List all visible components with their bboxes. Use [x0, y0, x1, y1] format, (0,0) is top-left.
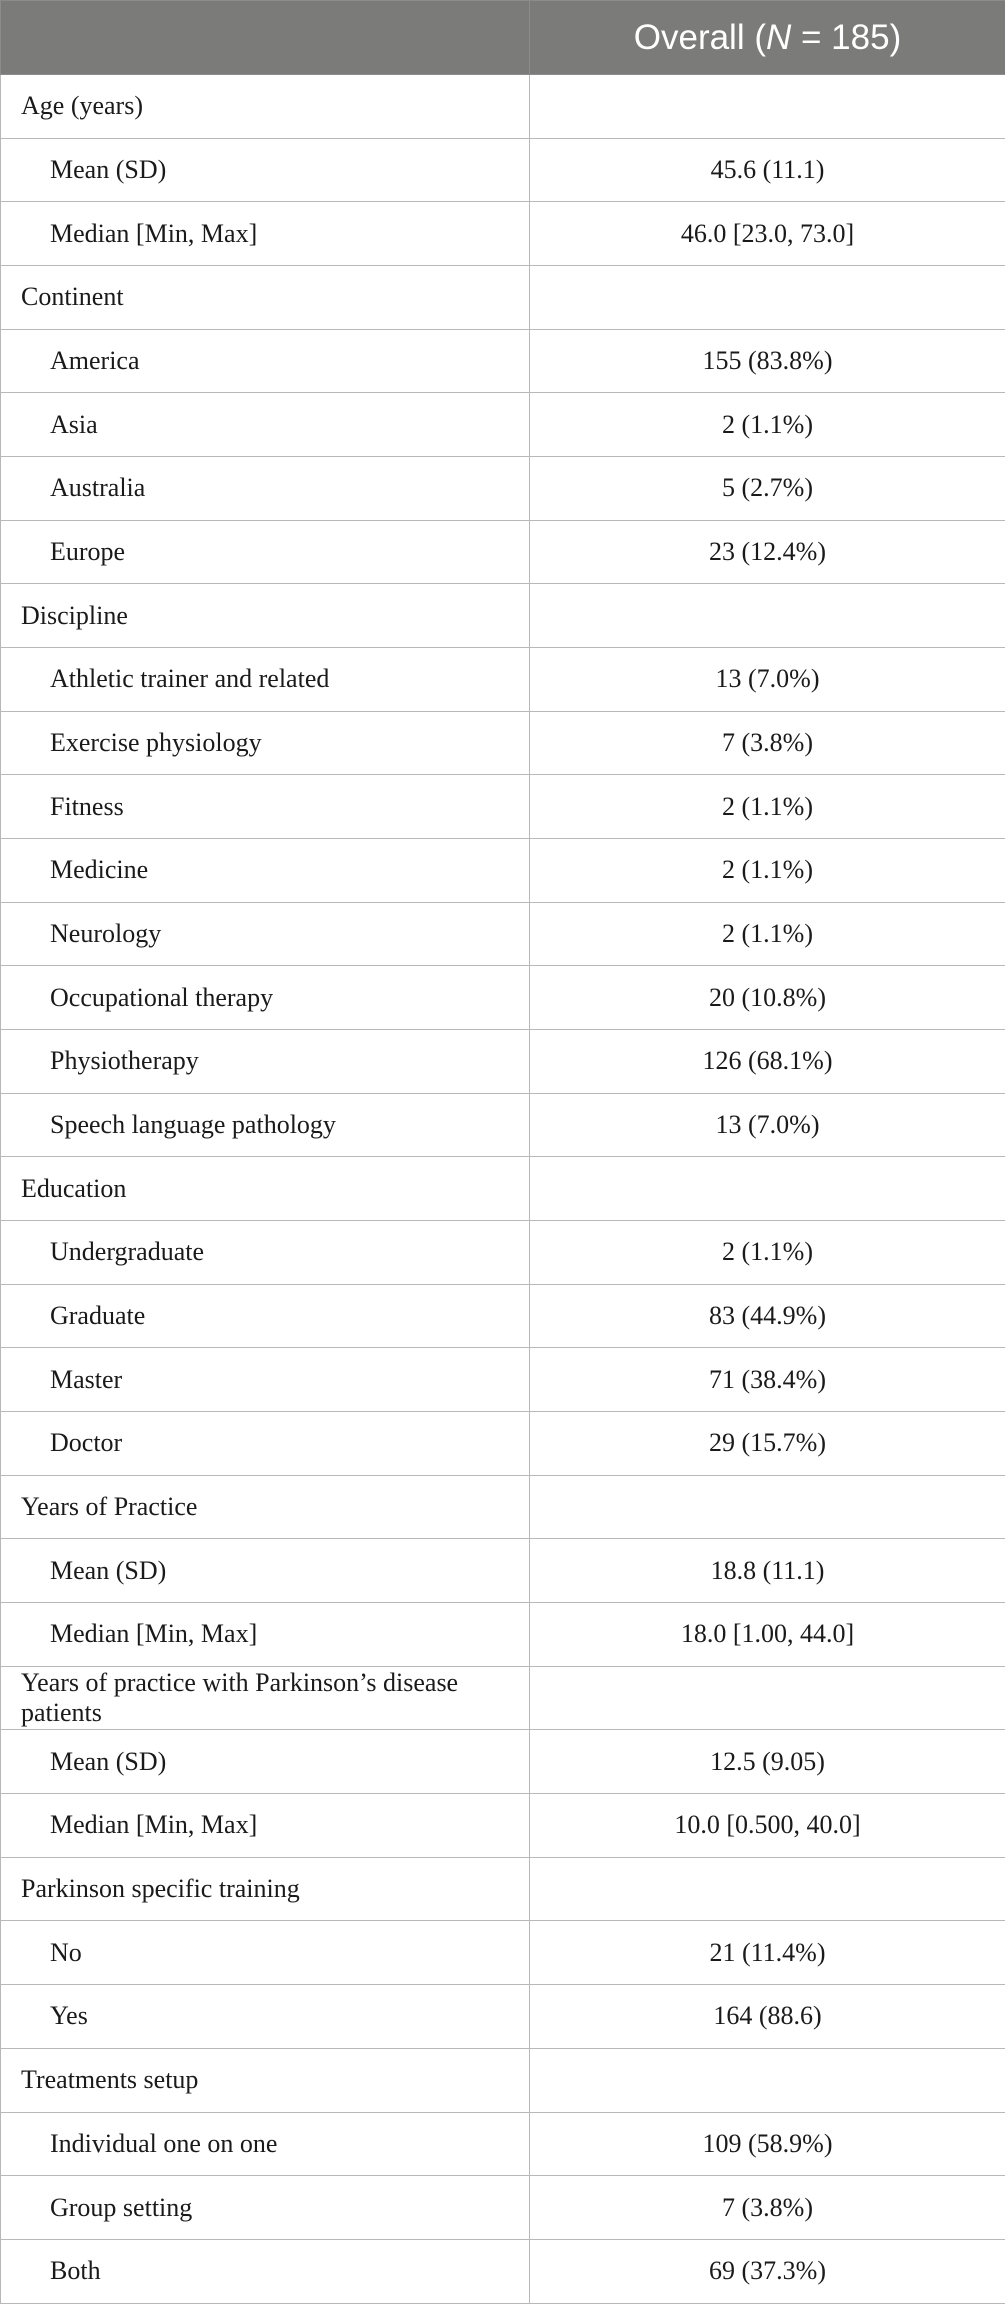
section-label: Age (years) — [1, 75, 530, 139]
table-row — [1, 2239, 1005, 2303]
table-row — [1, 1730, 1005, 1794]
row-label: Median [Min, Max] — [1, 1603, 530, 1667]
section-label: Years of practice with Parkinson’s disease patients — [1, 1666, 530, 1730]
table-row — [1, 1539, 1005, 1603]
overall-suffix: = 185) — [791, 17, 902, 57]
row-value: 155 (83.8%) — [530, 329, 1005, 393]
row-label: Fitness — [1, 775, 530, 839]
table-row — [1, 1221, 1005, 1285]
section-row — [1, 1157, 1005, 1221]
section-label: Parkinson specific training — [1, 1857, 530, 1921]
row-value: 2 (1.1%) — [530, 902, 1005, 966]
section-label: Treatments setup — [1, 2048, 530, 2112]
row-label: Neurology — [1, 902, 530, 966]
row-label: Mean (SD) — [1, 138, 530, 202]
row-value: 164 (88.6) — [530, 1985, 1005, 2049]
row-value: 2 (1.1%) — [530, 839, 1005, 903]
table-header-row — [1, 1, 1005, 75]
section-value-cell — [530, 1475, 1005, 1539]
section-label: Discipline — [1, 584, 530, 648]
table-row — [1, 457, 1005, 521]
row-label: Yes — [1, 1985, 530, 2049]
row-label: Doctor — [1, 1412, 530, 1476]
table-row — [1, 966, 1005, 1030]
row-label: Asia — [1, 393, 530, 457]
table-row — [1, 138, 1005, 202]
section-row — [1, 266, 1005, 330]
header-label-cell — [1, 1, 530, 75]
section-value-cell — [530, 1857, 1005, 1921]
row-value: 13 (7.0%) — [530, 1093, 1005, 1157]
row-value: 5 (2.7%) — [530, 457, 1005, 521]
overall-prefix: Overall ( — [633, 17, 766, 57]
section-row — [1, 584, 1005, 648]
table-row — [1, 1093, 1005, 1157]
row-value: 46.0 [23.0, 73.0] — [530, 202, 1005, 266]
table-row — [1, 1985, 1005, 2049]
row-label: Physiotherapy — [1, 1030, 530, 1094]
table-row — [1, 1603, 1005, 1667]
row-value: 23 (12.4%) — [530, 520, 1005, 584]
table-row — [1, 1921, 1005, 1985]
section-value-cell — [530, 1666, 1005, 1730]
row-value: 109 (58.9%) — [530, 2112, 1005, 2176]
row-label: Undergraduate — [1, 1221, 530, 1285]
row-value: 29 (15.7%) — [530, 1412, 1005, 1476]
row-value: 20 (10.8%) — [530, 966, 1005, 1030]
row-value: 21 (11.4%) — [530, 1921, 1005, 1985]
table-row — [1, 1284, 1005, 1348]
row-value: 7 (3.8%) — [530, 711, 1005, 775]
row-value: 83 (44.9%) — [530, 1284, 1005, 1348]
row-label: Graduate — [1, 1284, 530, 1348]
row-value: 45.6 (11.1) — [530, 138, 1005, 202]
section-value-cell — [530, 266, 1005, 330]
table-row — [1, 839, 1005, 903]
table-body — [1, 75, 1005, 2304]
table-row — [1, 648, 1005, 712]
table-row — [1, 329, 1005, 393]
n-symbol: N — [766, 17, 792, 57]
row-label: Europe — [1, 520, 530, 584]
table-row — [1, 902, 1005, 966]
row-value: 2 (1.1%) — [530, 393, 1005, 457]
row-label: Medicine — [1, 839, 530, 903]
section-value-cell — [530, 2048, 1005, 2112]
table-row — [1, 202, 1005, 266]
row-label: Both — [1, 2239, 530, 2303]
section-value-cell — [530, 1157, 1005, 1221]
section-row — [1, 1666, 1005, 1730]
row-value: 10.0 [0.500, 40.0] — [530, 1794, 1005, 1858]
row-label: Group setting — [1, 2176, 530, 2240]
section-value-cell — [530, 584, 1005, 648]
row-label: Individual one on one — [1, 2112, 530, 2176]
section-label: Years of Practice — [1, 1475, 530, 1539]
row-value: 13 (7.0%) — [530, 648, 1005, 712]
row-label: Speech language pathology — [1, 1093, 530, 1157]
table-row — [1, 711, 1005, 775]
row-label: Mean (SD) — [1, 1539, 530, 1603]
table-row — [1, 1794, 1005, 1858]
section-row — [1, 75, 1005, 139]
row-value: 2 (1.1%) — [530, 775, 1005, 839]
row-value: 126 (68.1%) — [530, 1030, 1005, 1094]
row-value: 18.8 (11.1) — [530, 1539, 1005, 1603]
section-value-cell — [530, 75, 1005, 139]
section-label: Continent — [1, 266, 530, 330]
table-row — [1, 775, 1005, 839]
row-value: 18.0 [1.00, 44.0] — [530, 1603, 1005, 1667]
row-label: Occupational therapy — [1, 966, 530, 1030]
table-row — [1, 393, 1005, 457]
row-label: Mean (SD) — [1, 1730, 530, 1794]
row-label: Master — [1, 1348, 530, 1412]
table-row — [1, 520, 1005, 584]
row-label: Exercise physiology — [1, 711, 530, 775]
row-value: 12.5 (9.05) — [530, 1730, 1005, 1794]
table-row — [1, 1412, 1005, 1476]
row-value: 7 (3.8%) — [530, 2176, 1005, 2240]
section-label: Education — [1, 1157, 530, 1221]
header-overall-cell — [530, 1, 1005, 75]
row-label: America — [1, 329, 530, 393]
row-value: 69 (37.3%) — [530, 2239, 1005, 2303]
row-label: Median [Min, Max] — [1, 202, 530, 266]
row-label: Australia — [1, 457, 530, 521]
table-row — [1, 2176, 1005, 2240]
table-row — [1, 1348, 1005, 1412]
section-row — [1, 1857, 1005, 1921]
row-value: 71 (38.4%) — [530, 1348, 1005, 1412]
row-label: No — [1, 1921, 530, 1985]
row-value: 2 (1.1%) — [530, 1221, 1005, 1285]
table-row — [1, 1030, 1005, 1094]
table-row — [1, 2112, 1005, 2176]
row-label: Athletic trainer and related — [1, 648, 530, 712]
row-label: Median [Min, Max] — [1, 1794, 530, 1858]
section-row — [1, 1475, 1005, 1539]
section-row — [1, 2048, 1005, 2112]
